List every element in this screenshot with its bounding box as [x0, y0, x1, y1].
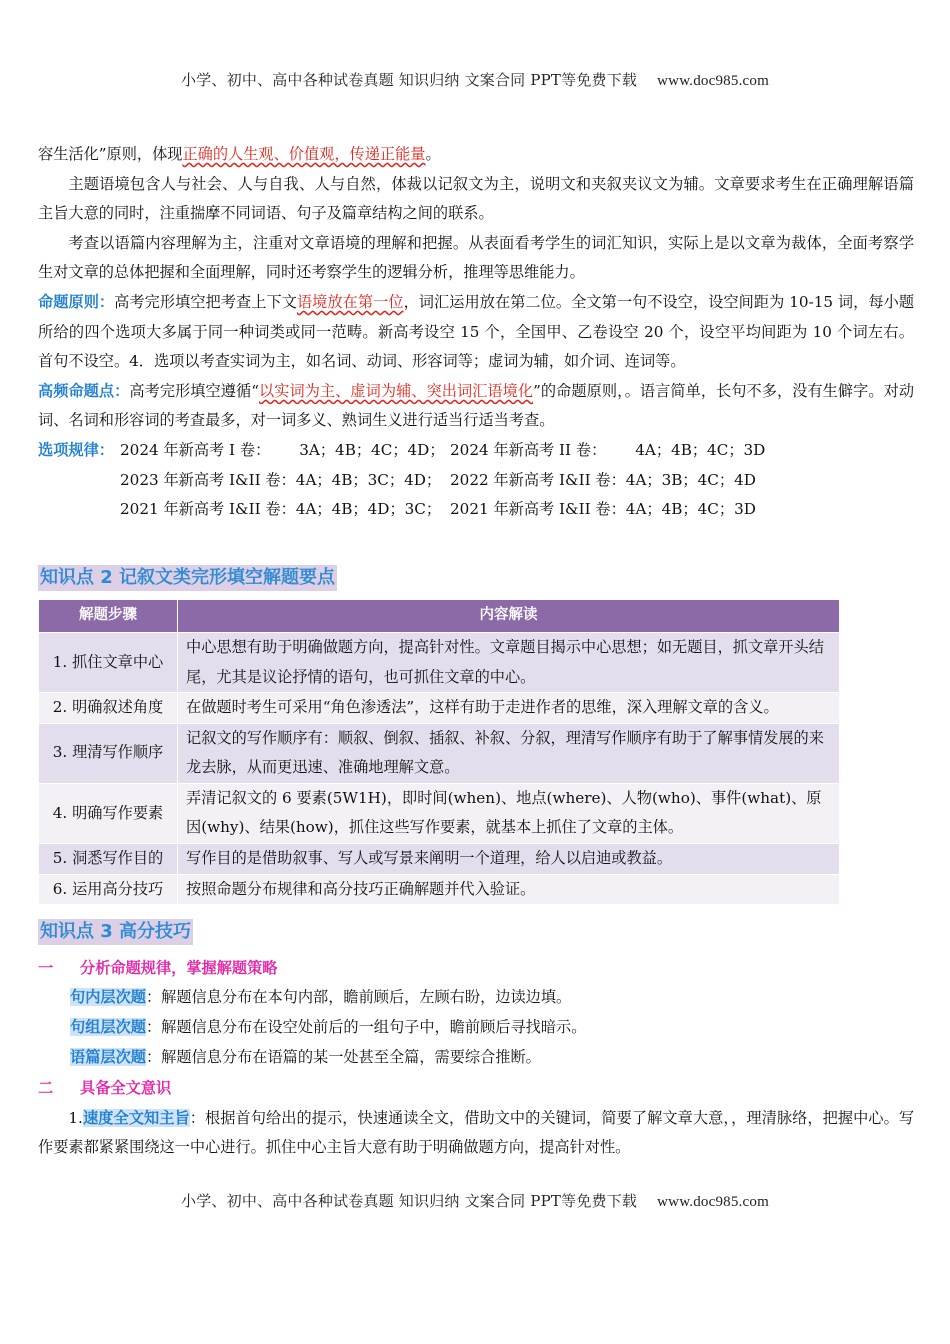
options-row: 2023 年新高考 I&II 卷：4A；4B；3C；4D； 2022 年新高考 I&II 卷：4A；3B；4C；4D: [120, 470, 756, 489]
table-cell-content: 写作目的是借助叙事、写人或写景来阐明一个道理，给人以启迪或教益。: [178, 844, 840, 875]
principle-paragraph: 命题原则：高考完形填空把考查上下文语境放在第一位，词汇运用放在第二位。全文第一句不设空，设空间距为 10-15 词，每小题所给的四个选项大多属于同一种词类或同一范畴。新高考设空 15 个，全国甲、乙卷设空 20 个，设空平均间距为 10 个词左右。首句不设空。4．选项以考查实词为主，如名词、动词、形容词等；虚词为辅，如介词、连词等。: [38, 292, 915, 371]
intro-paragraph-1: 容生活化”原则，体现正确的人生观、价值观，传递正能量。: [38, 145, 441, 163]
page-header: [0, 69, 950, 90]
section-3-title: 知识点 3 高分技巧: [38, 919, 193, 945]
principle-label: 命题原则：: [38, 292, 115, 311]
table-header-step: 解题步骤: [39, 600, 178, 633]
frequency-paragraph: 高频命题点：高考完形填空遵循“以实词为主、虚词为辅、突出词汇语境化”的命题原则，。语言简单，长句不多，没有生僻字。对动词、名词和形容词的考查最多，对一词多义、熟词生义进行适当行适当考查。: [38, 381, 915, 430]
list-item: 句组层次题：解题信息分布在设空处前后的一组句子中，瞻前顾后寻找暗示。: [70, 1018, 587, 1037]
table-cell-step: 4. 明确写作要素: [39, 783, 178, 843]
table-row: [39, 723, 840, 783]
heading-1: 一 分析命题规律，掌握解题策略: [38, 958, 278, 977]
table-cell-step: 1. 抓住文章中心: [39, 632, 178, 692]
intro-paragraph-3: 考查以语篇内容理解为主，注重对文章语境的理解和把握。从表面看考学生的词汇知识，实际上是以文章为裁体，全面考察学生对文章的总体把握和全面理解，同时还考察学生的逻辑分析，推理等思维能力。: [38, 233, 914, 282]
page-footer: [0, 1190, 950, 1211]
steps-table: [38, 599, 840, 905]
section-2-title: 知识点 2 记叙文类完形填空解题要点: [38, 565, 337, 591]
options-label: 选项规律：: [38, 440, 114, 459]
principle-highlight: 语境放在第一位: [296, 292, 404, 311]
frequency-highlight: 以实词为主、虚词为辅、突出词汇语境化: [258, 381, 534, 400]
frequency-label: 高频命题点：: [38, 381, 130, 400]
table-cell-step: 2. 明确叙述角度: [39, 693, 178, 724]
table-cell-content: 中心思想有助于明确做题方向，提高针对性。文章题目揭示中心思想；如无题目，抓文章开头结尾，尤其是议论抒情的语句，也可抓住文章的中心。: [178, 632, 840, 692]
options-block: [38, 436, 914, 525]
paragraph-speed-reading: 1.速度全文知主旨：根据首句给出的提示，快速通读全文，借助文中的关键词，简要了解文章大意，，理清脉络，把握中心。写作要素都紧紧围绕这一中心进行。抓住中心主旨大意有助于明确做题方向，提高针对性。: [38, 1108, 915, 1157]
table-cell-content: 记叙文的写作顺序有：顺叙、倒叙、插叙、补叙、分叙，理清写作顺序有助于了解事情发展的来龙去脉，从而更迅速、准确地理解文意。: [178, 723, 840, 783]
table-cell-step: 3. 理清写作顺序: [39, 723, 178, 783]
header-text: 小学、初中、高中各种试卷真题 知识归纳 文案合同 PPT等免费下载: [181, 71, 638, 89]
heading-2: 二 具备全文意识: [38, 1079, 172, 1098]
table-header-row: [39, 600, 840, 633]
document-body: [38, 140, 914, 1163]
intro-paragraph-2: 主题语境包含人与社会、人与自我、人与自然，体裁以记叙文为主，说明文和夹叙夹议文为辅。文章要求考生在正确理解语篇主旨大意的同时，注重揣摩不同词语、句子及篇章结构之间的联系。: [38, 174, 914, 223]
header-site[interactable]: www.doc985.com: [657, 73, 769, 89]
table-header-content: 内容解读: [178, 600, 840, 633]
footer-text: 小学、初中、高中各种试卷真题 知识归纳 文案合同 PPT等免费下载: [181, 1192, 638, 1210]
highlight-values: 正确的人生观、价值观，传递正能量: [182, 145, 426, 163]
table-row: [39, 783, 840, 843]
list-item: 句内层次题：解题信息分布在本句内部，瞻前顾后，左顾右盼，边读边填。: [70, 988, 572, 1007]
table-cell-step: 6. 运用高分技巧: [39, 874, 178, 905]
options-row: 2021 年新高考 I&II 卷：4A；4B；4D；3C； 2021 年新高考 I&II 卷：4A；4B；4C；3D: [120, 500, 756, 519]
table-cell-content: 按照命题分布规律和高分技巧正确解题并代入验证。: [178, 874, 840, 905]
list-item: 语篇层次题：解题信息分布在语篇的某一处甚至全篇，需要综合推断。: [70, 1047, 541, 1066]
table-cell-content: 在做题时考生可采用“角色渗透法”，这样有助于走进作者的思维，深入理解文章的含义。: [178, 693, 840, 724]
table-row: [39, 874, 840, 905]
footer-site[interactable]: www.doc985.com: [657, 1194, 769, 1210]
table-row: [39, 844, 840, 875]
table-row: [39, 693, 840, 724]
table-row: [39, 632, 840, 692]
table-cell-step: 5. 洞悉写作目的: [39, 844, 178, 875]
options-row: 选项规律： 2024 年新高考 I 卷： 3A；4B；4C；4D； 2024 年新高考 II 卷： 4A；4B；4C；3D: [38, 436, 914, 466]
table-cell-content: 弄清记叙文的 6 要素(5W1H)，即时间(when)、地点(where)、人物(who)、事件(what)、原因(why)、结果(how)，抓住这些写作要素，就基本上抓住了文章的主体。: [178, 783, 840, 843]
